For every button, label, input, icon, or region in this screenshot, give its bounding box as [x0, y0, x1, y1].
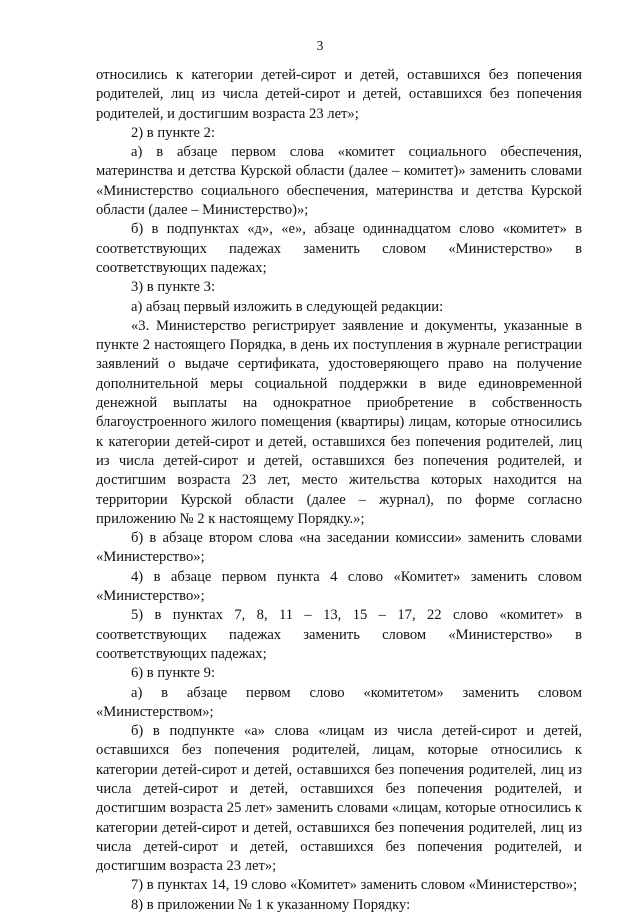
paragraph-item-6a: а) в абзаце первом слово «комитетом» заменить словом «Министерством»; — [96, 684, 582, 720]
paragraph-item-6: 6) в пункте 9: — [131, 665, 216, 682]
paragraph-item-2a: а) в абзаце первом слова «комитет социального обеспечения, материнства и детства Курской области (далее – комитет)» заменить словами «Министерство социального обеспечения, материнства и детства Курской области (далее – Министерство)»; — [96, 144, 582, 219]
paragraph-item-3a: а) абзац первый изложить в следующей редакции: — [131, 298, 444, 315]
paragraph-continuation: относились к категории детей-сирот и детей, оставшихся без попечения родителей, лиц из числа детей-сирот и детей, оставшихся без попечения родителей, и достигшим возраста 23 лет»; — [96, 67, 582, 122]
paragraph-item-8: 8) в приложении № 1 к указанному Порядку: — [131, 896, 411, 913]
paragraph-quoted-new-text: «3. Министерство регистрирует заявление и документы, указанные в пункте 2 настоящего Порядка, в день их поступления в журнале регистрации заявлений о выдаче сертификата, удостоверяющего право на получение дополнительной меры социальной поддержки в виде единовременной денежной выплаты на однократное приобретение в собственность благоустроенного жилого помещения (квартиры) лицам, которые относились к категории детей-сирот и детей, оставшихся без попечения родителей, лиц из числа детей-сирот и детей, оставшихся без попечения родителей, и достигшим возраста 23 лет, место жительства которых находится на территории Курской области (далее – журнал), по форме согласно приложению № 2 к настоящему Порядку.»; — [96, 317, 582, 527]
paragraph-item-3b: б) в абзаце втором слова «на заседании комиссии» заменить словами «Министерство»; — [96, 530, 582, 566]
paragraph-item-2b: б) в подпунктах «д», «е», абзаце одиннадцатом слово «комитет» в соответствующих падежах заменить словом «Министерство» в соответствующих падежах; — [96, 221, 582, 276]
page-number: 3 — [316, 38, 324, 53]
paragraph-item-7: 7) в пунктах 14, 19 слово «Комитет» заменить словом «Министерство»; — [131, 877, 578, 894]
paragraph-item-4: 4) в абзаце первом пункта 4 слово «Комитет» заменить словом «Министерство»; — [96, 568, 582, 605]
document-body — [96, 66, 582, 915]
paragraph-item-3: 3) в пункте 3: — [131, 279, 216, 296]
paragraph-item-6b: б) в подпункте «а» слова «лицам из числа детей-сирот и детей, оставшихся без попечения родителей, лицам, которые относились к категории детей-сирот и детей, оставшихся без попечения родителей, лиц из числа детей-сирот и детей, оставшихся без попечения родителей, и достигшим возраста 25 лет» заменить словами «лицам, которые относились к категории детей-сирот и детей, оставшихся без попечения родителей, лиц из числа детей-сирот и детей, оставшихся без попечения родителей, и достигшим возраста 23 лет»; — [96, 723, 582, 875]
paragraph-item-5: 5) в пунктах 7, 8, 11 – 13, 15 – 17, 22 слово «комитет» в соответствующих падежах заменить словом «Министерство» в соответствующих падежах; — [96, 607, 582, 662]
paragraph-item-2: 2) в пункте 2: — [131, 124, 216, 141]
